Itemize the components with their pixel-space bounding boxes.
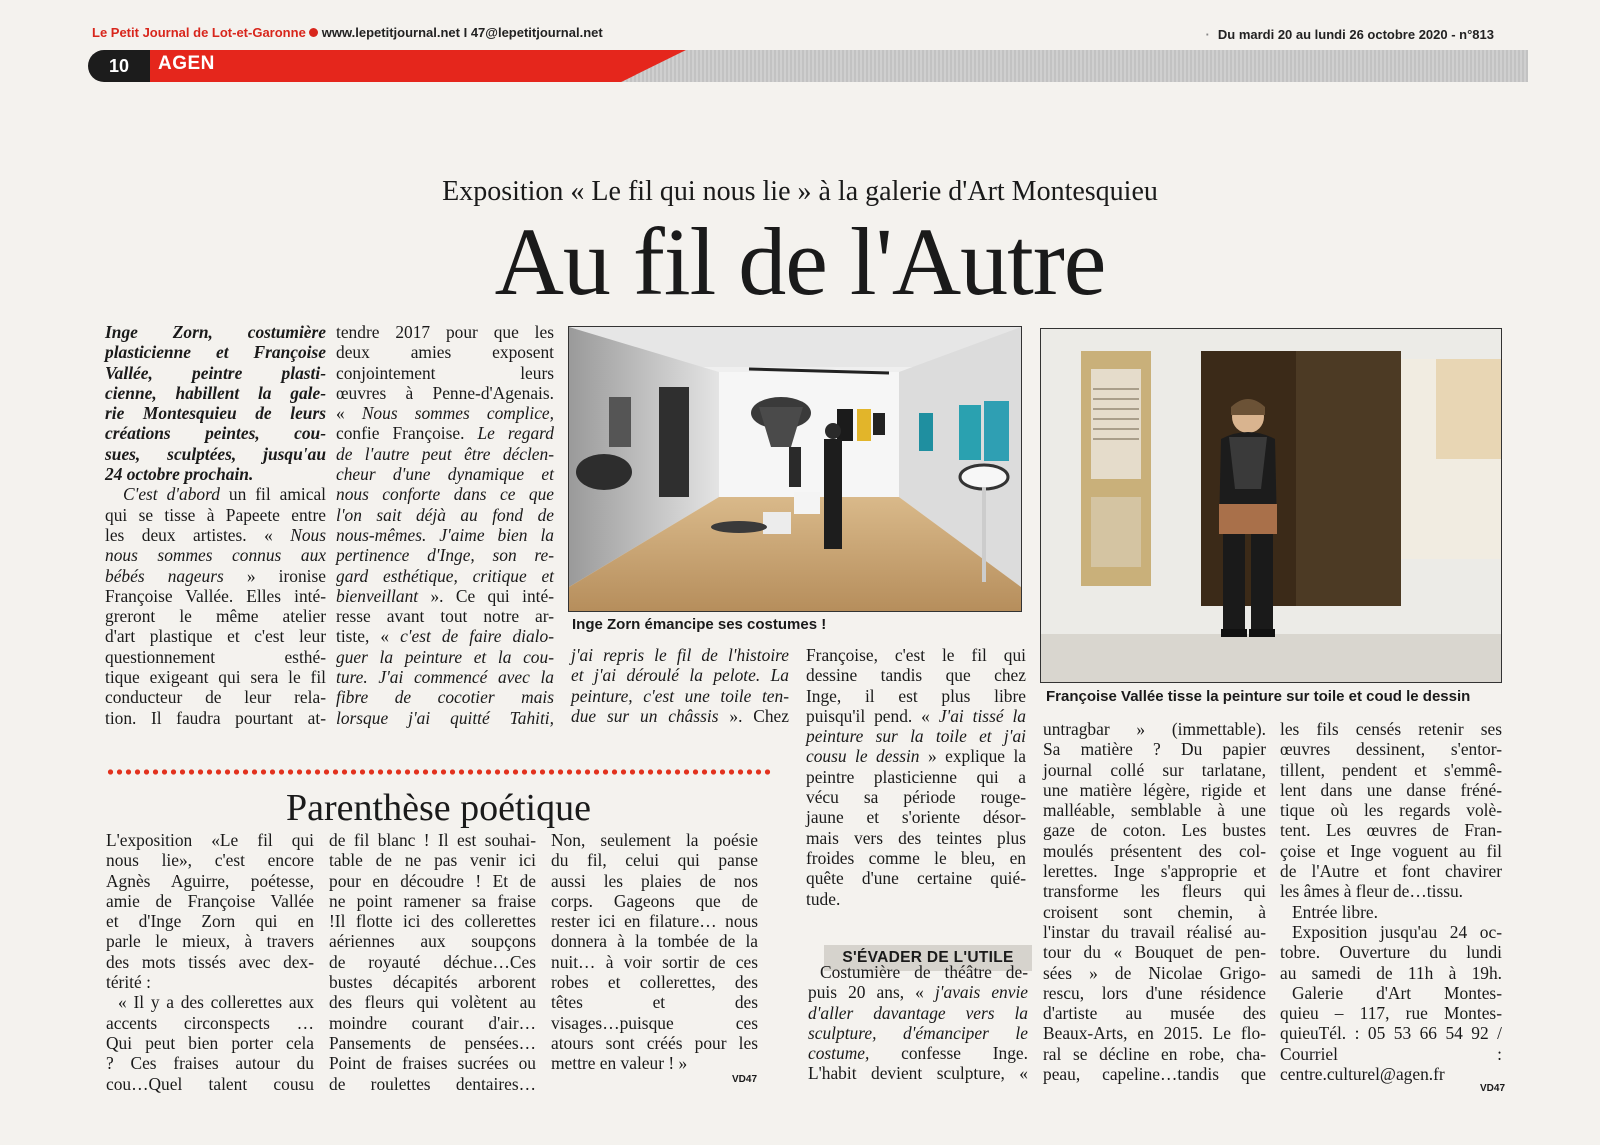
masthead bbox=[92, 25, 603, 40]
text-line: Courriel : bbox=[1280, 1043, 1502, 1064]
text-line: deux amies exposent bbox=[336, 342, 554, 363]
text-line bbox=[336, 444, 554, 464]
text-line: térité : bbox=[106, 972, 151, 993]
text-line: Galerie d'Art Montes- bbox=[1292, 982, 1502, 1003]
text-line: atours sont créés pour les bbox=[551, 1032, 758, 1053]
text-line bbox=[808, 982, 1028, 1002]
text-line: rescu, lors d'une résidence bbox=[1043, 982, 1266, 1003]
dotted-divider bbox=[106, 768, 771, 776]
text-line: table de ne pas venir ici bbox=[329, 850, 536, 871]
text-run: l'on sait déjà au fond de bbox=[336, 504, 554, 525]
issue-date: Du mardi 20 au lundi 26 octobre 2020 - n°813 bbox=[1217, 27, 1494, 42]
text-run: ture. J'ai commencé avec la bbox=[336, 667, 554, 688]
text-line: aériennes aux soupçons bbox=[329, 931, 536, 952]
text-line: amie de Françoise Vallée bbox=[106, 890, 314, 911]
text-line bbox=[808, 1043, 1028, 1063]
photo-gallery-interior bbox=[568, 326, 1022, 612]
newspaper-name: Le Petit Journal de Lot-et-Garonne bbox=[92, 25, 306, 40]
text-line: des fleurs qui volètent au bbox=[329, 992, 536, 1013]
text-line: dessine tandis que chez bbox=[806, 665, 1026, 686]
text-line: tion. Il faudra pourtant at- bbox=[105, 707, 326, 728]
author-signature: VD47 bbox=[732, 1074, 758, 1085]
text-line: accents circonspects … bbox=[106, 1012, 314, 1033]
text-line bbox=[105, 484, 326, 504]
text-run: gard esthétique, critique et bbox=[336, 565, 554, 586]
text-line: tendre 2017 pour que les bbox=[336, 322, 554, 342]
text-line: jaune et s'oriente désor- bbox=[806, 807, 1026, 828]
text-line: nous lie», c'est encore bbox=[106, 850, 314, 871]
text-line: d'art plastique et c'est leur bbox=[105, 626, 326, 647]
text-line: Beaux-Arts, en 2015. Le flo- bbox=[1043, 1023, 1266, 1044]
text-line bbox=[336, 484, 554, 504]
text-line: quieuTél. : 05 53 66 54 92 / bbox=[1280, 1023, 1502, 1044]
text-line: les âmes à fleur de…tissu. bbox=[1280, 881, 1464, 902]
gallery-illustration bbox=[569, 327, 1021, 611]
text-run: » explique la bbox=[927, 746, 1026, 767]
text-line: froides comme le bleu, en bbox=[806, 847, 1026, 868]
text-line: sues, sculptées, jusqu'au bbox=[105, 443, 326, 464]
dateline bbox=[1206, 27, 1494, 42]
text-line: L'habit devient sculpture, « bbox=[808, 1063, 1028, 1084]
text-line: plasticienne et Françoise bbox=[105, 342, 326, 363]
text-line: Qui peut bien porter cela bbox=[106, 1032, 314, 1053]
text-line bbox=[105, 566, 326, 586]
text-line: cienne, habillent la gale- bbox=[105, 382, 326, 403]
text-line: Pansements de pensées… bbox=[329, 1032, 536, 1053]
poem-column-3 bbox=[551, 830, 758, 1074]
text-line: conjointement leurs bbox=[336, 362, 554, 383]
text-line: Françoise, c'est le fil qui bbox=[806, 645, 1026, 665]
poem-column-1 bbox=[106, 830, 314, 1094]
text-run: « bbox=[336, 403, 345, 424]
text-line: sées » de Nicolae Grigo- bbox=[1043, 962, 1266, 983]
text-run: nous sommes connus aux bbox=[105, 545, 326, 566]
text-line: pour en découdre ! Et de bbox=[329, 870, 536, 891]
text-line: de royauté déchue…Ces bbox=[329, 951, 536, 972]
section-label: AGEN bbox=[158, 53, 215, 74]
text-line: gaze de coton. Les bustes bbox=[1043, 820, 1266, 841]
text-run: j'ai repris le fil de l'histoire bbox=[571, 645, 789, 665]
column-5 bbox=[1043, 719, 1266, 1084]
text-line: « Il y a des collerettes aux bbox=[118, 992, 314, 1013]
text-line: parle le mieux, à travers bbox=[106, 931, 314, 952]
text-line: Agnès Aguirre, poétesse, bbox=[106, 870, 314, 891]
text-line: œuvres dessinent, s'entor- bbox=[1280, 739, 1502, 760]
text-line bbox=[571, 686, 789, 706]
text-run: C'est d'abord bbox=[123, 484, 220, 505]
text-run: Nous bbox=[290, 524, 326, 545]
text-line: d'artiste au musée des bbox=[1043, 1003, 1266, 1024]
text-line: têtes et des bbox=[551, 992, 758, 1013]
box-heading: S'ÉVADER DE L'UTILE bbox=[824, 945, 1032, 971]
author-signature: VD47 bbox=[1480, 1083, 1506, 1094]
column-2 bbox=[336, 322, 554, 728]
text-line: Point de fraises sucrées ou bbox=[329, 1053, 536, 1074]
text-line: donnera à la tombée de la bbox=[551, 931, 758, 952]
column-6 bbox=[1280, 719, 1502, 1084]
text-line: malléable, semblable à une bbox=[1043, 800, 1266, 821]
text-line: !Il flotte ici des collerettes bbox=[329, 911, 536, 932]
website-contact: www.lepetitjournal.net I 47@lepetitjournal.net bbox=[321, 25, 603, 40]
text-line: Vallée, peintre plasti- bbox=[105, 362, 326, 383]
text-line bbox=[336, 464, 554, 484]
band-grey-stripe bbox=[528, 50, 1528, 82]
text-line bbox=[336, 708, 554, 728]
text-run: bébés nageurs bbox=[105, 565, 224, 586]
text-line bbox=[336, 626, 554, 646]
poem-column-2 bbox=[329, 830, 536, 1094]
photo1-caption: Inge Zorn émancipe ses costumes ! bbox=[572, 616, 827, 633]
text-line: de l'Autre et font chavirer bbox=[1280, 861, 1502, 882]
text-line: du fil, celui qui panse bbox=[551, 850, 758, 871]
text-line: corps. Gageons que de bbox=[551, 890, 758, 911]
text-line: tobre. Ouverture du lundi bbox=[1280, 942, 1502, 963]
text-run: Nous sommes complice, bbox=[361, 403, 554, 424]
text-line: croisent sont chemin, à bbox=[1043, 901, 1266, 922]
column-1 bbox=[105, 322, 326, 728]
text-line bbox=[336, 667, 554, 687]
text-line: et d'Inge Zorn qui en bbox=[106, 911, 314, 932]
text-line bbox=[336, 566, 554, 586]
text-line: L'exposition «Le fil qui bbox=[106, 830, 314, 850]
text-run: nous conforte dans ce que bbox=[336, 484, 554, 505]
text-line bbox=[571, 665, 789, 685]
text-run: de l'autre peut être déclen- bbox=[336, 443, 554, 464]
text-run: peinture sur la toile et j'ai bbox=[806, 726, 1026, 747]
text-line: 24 octobre prochain. bbox=[105, 464, 254, 485]
text-line: questionnement esthé- bbox=[105, 646, 326, 667]
text-line: visages…puisque ces bbox=[551, 1012, 758, 1033]
text-line: centre.culturel@agen.fr bbox=[1280, 1064, 1445, 1085]
bullet-dot-icon bbox=[309, 28, 318, 37]
text-run: nous-mêmes. J'aime bien la bbox=[336, 524, 554, 545]
text-line: resse avant tout notre ar- bbox=[336, 606, 554, 627]
bullet-dot-icon: · bbox=[1205, 27, 1210, 42]
text-line: ne point ramener sa fraise bbox=[329, 890, 536, 911]
text-line bbox=[336, 687, 554, 707]
text-line bbox=[336, 647, 554, 667]
text-run: sculpture, d'émanciper le bbox=[808, 1022, 1028, 1043]
text-line: mais vers des teintes plus bbox=[806, 827, 1026, 848]
text-line: Exposition jusqu'au 24 oc- bbox=[1292, 921, 1502, 942]
text-run: » ironise bbox=[246, 565, 326, 586]
text-line bbox=[105, 545, 326, 565]
text-line: de fil blanc ! Il est souhai- bbox=[329, 830, 536, 850]
text-line: lent dans une danse fréné- bbox=[1280, 779, 1502, 800]
text-line: Françoise Vallée. Elles inté- bbox=[105, 585, 326, 606]
text-line bbox=[105, 525, 326, 545]
text-line: qui se tisse à Papeete entre bbox=[105, 504, 326, 525]
text-line: rie Montesquieu de leurs bbox=[105, 403, 326, 424]
text-run: un fil amical bbox=[228, 484, 326, 505]
text-line: Entrée libre. bbox=[1292, 901, 1378, 922]
lede bbox=[105, 322, 326, 484]
text-line: au samedi de 11h à 19h. bbox=[1280, 962, 1502, 983]
text-line bbox=[571, 706, 789, 726]
text-line: Costumière de théâtre de- bbox=[820, 962, 1028, 982]
text-line: de roulettes dentaires… bbox=[329, 1073, 536, 1094]
text-line bbox=[806, 706, 1026, 726]
text-line bbox=[336, 505, 554, 525]
text-run: puis 20 ans, « bbox=[808, 982, 924, 1003]
text-run: cousu le dessin bbox=[806, 746, 920, 767]
text-line: tour du « Bouquet de pen- bbox=[1043, 942, 1266, 963]
text-line: Sa matière ? Du papier bbox=[1043, 739, 1266, 760]
column-3-continuation bbox=[571, 645, 789, 726]
text-line bbox=[571, 645, 789, 665]
text-line bbox=[806, 746, 1026, 766]
text-line: vécu sa période rouge- bbox=[806, 787, 1026, 808]
text-line: çoise et Inge voguent au fil bbox=[1280, 840, 1502, 861]
text-run: bienveillant bbox=[336, 585, 419, 606]
sub-headline: Parenthèse poétique bbox=[286, 787, 591, 829]
text-run: ». Chez bbox=[729, 705, 789, 726]
text-line: aussi les plaies de nos bbox=[551, 870, 758, 891]
text-line: bustes décapités arborent bbox=[329, 972, 536, 993]
text-line: quieu – 117, rue Montes- bbox=[1280, 1003, 1502, 1024]
text-line: Non, seulement la poésie bbox=[551, 830, 758, 850]
text-line bbox=[336, 586, 554, 606]
text-line bbox=[336, 525, 554, 545]
text-run: et j'ai déroulé la pelote. La bbox=[571, 665, 789, 686]
photo-artist-portrait bbox=[1040, 328, 1502, 683]
photo2-caption: Françoise Vallée tisse la peinture sur toile et coud le dessin bbox=[1046, 688, 1471, 705]
text-run: Le regard bbox=[477, 423, 554, 444]
text-line: peau, capeline…tandis que bbox=[1043, 1064, 1266, 1085]
text-run: ». Ce qui inté- bbox=[430, 585, 554, 606]
text-run: j'avais envie bbox=[934, 982, 1028, 1003]
column-4 bbox=[806, 645, 1026, 909]
text-run: lorsque j'ai quitté Tahiti, bbox=[336, 707, 554, 728]
text-line: tique exigeant qui sera le fil bbox=[105, 667, 326, 688]
article-headline: Au fil de l'Autre bbox=[494, 208, 1106, 315]
text-line: rester ici en filature… nous bbox=[551, 911, 758, 932]
text-line: créations peintes, cou- bbox=[105, 423, 326, 444]
text-line: mettre en valeur ! » bbox=[551, 1053, 688, 1074]
text-line: cou…Quel talent cousu bbox=[106, 1073, 314, 1094]
text-line: lerettes. Inge s'approprie et bbox=[1043, 861, 1266, 882]
text-run: peinture, c'est une toile ten- bbox=[571, 685, 789, 706]
text-line: les fils censés retenir ses bbox=[1280, 719, 1502, 739]
text-line: peintre plasticienne qui a bbox=[806, 766, 1026, 787]
text-line: œuvres à Penne-d'Agenais. bbox=[336, 382, 554, 403]
text-line: Inge Zorn, costumière bbox=[105, 322, 326, 342]
text-line: l'instar du travail réalisé au- bbox=[1043, 921, 1266, 942]
text-line bbox=[336, 423, 554, 443]
band-red-section bbox=[146, 50, 686, 82]
text-run: d'aller davantage vers la bbox=[808, 1002, 1028, 1023]
text-run: due sur un châssis bbox=[571, 705, 719, 726]
column-4-box-text bbox=[808, 962, 1028, 1084]
text-line: tique où les regards volè- bbox=[1280, 800, 1502, 821]
text-line: des mots tissés avec dex- bbox=[106, 951, 314, 972]
text-line bbox=[808, 1003, 1028, 1023]
text-line: conducteur de leur rela- bbox=[105, 687, 326, 708]
text-run: c'est de faire dialo- bbox=[400, 626, 554, 647]
text-line: greront le même atelier bbox=[105, 606, 326, 627]
text-run: guer la peinture et la cou- bbox=[336, 646, 554, 667]
text-line: ? Ces fraises autour du bbox=[106, 1053, 314, 1074]
text-run: J'ai tissé la bbox=[938, 705, 1026, 726]
page-band bbox=[88, 50, 1528, 82]
text-line: nuit… à voir sortir de ces bbox=[551, 951, 758, 972]
text-run: cheur d'une dynamique et bbox=[336, 464, 554, 485]
text-run: puisqu'il pend. « bbox=[806, 705, 930, 726]
text-line bbox=[806, 726, 1026, 746]
text-run: les deux artistes. « bbox=[105, 524, 273, 545]
text-line: une matière légère, rigide et bbox=[1043, 779, 1266, 800]
text-run: confie Françoise. bbox=[336, 423, 465, 444]
text-line: untragbar » (immettable). bbox=[1043, 719, 1266, 739]
text-run: confesse Inge. bbox=[901, 1043, 1028, 1064]
text-run: pertinence d'Inge, son re- bbox=[336, 545, 554, 566]
text-line bbox=[336, 403, 554, 423]
page-number: 10 bbox=[88, 50, 150, 82]
portrait-illustration bbox=[1041, 329, 1501, 682]
text-line: tude. bbox=[806, 888, 841, 909]
text-line: journal collé sur tarlatane, bbox=[1043, 759, 1266, 780]
text-line bbox=[336, 545, 554, 565]
text-line bbox=[808, 1023, 1028, 1043]
text-run: costume, bbox=[808, 1043, 870, 1064]
text-line: moindre courant d'air… bbox=[329, 1012, 536, 1033]
text-line: quête d'une certaine quié- bbox=[806, 868, 1026, 889]
text-line: Inge, il est plus libre bbox=[806, 685, 1026, 706]
text-line: transforme les fleurs qui bbox=[1043, 881, 1266, 902]
text-line: ral se décline en robe, cha- bbox=[1043, 1043, 1266, 1064]
article-kicker: Exposition « Le fil qui nous lie » à la galerie d'Art Montesquieu bbox=[442, 176, 1158, 207]
text-line: robes et collerettes, des bbox=[551, 972, 758, 993]
text-run: tiste, « bbox=[336, 626, 390, 647]
text-run: fibre de cocotier mais bbox=[336, 687, 554, 708]
text-line: tillent, pendent et s'emmê- bbox=[1280, 759, 1502, 780]
text-line: moulés présentent des col- bbox=[1043, 840, 1266, 861]
text-line: tent. Les œuvres de Fran- bbox=[1280, 820, 1502, 841]
